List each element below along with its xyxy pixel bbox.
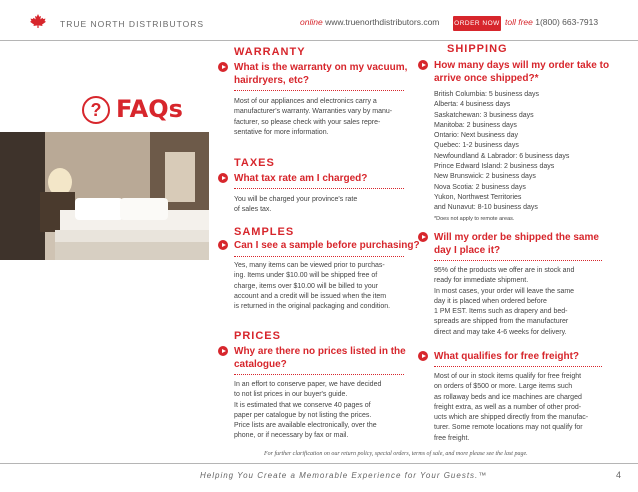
faq-title: FAQs (116, 95, 183, 123)
answer-line: ready for immediate shipment. (434, 277, 529, 285)
list-item: Newfoundland & Labrador: 6 business days (434, 152, 570, 160)
answer-line: Yes, many items can be viewed prior to purchas- (234, 262, 385, 269)
answer-line: of sales tax. (234, 206, 272, 214)
faq-question-mark-icon: ? (82, 96, 110, 124)
arrow-bullet-icon (418, 232, 428, 242)
answer-line: free freight. (434, 434, 470, 442)
answer-line: direct and may take 4-6 weeks for delivery. (434, 328, 567, 336)
same-day-question-line1: Will my order be shipped the same (434, 232, 599, 243)
dotted-divider (234, 90, 404, 91)
answer-line: paper per catalogue by not listing the prices. (234, 411, 372, 419)
answer-line: freight extra, as well as a number of other prod- (434, 403, 582, 411)
tollfree-label: toll free (505, 17, 533, 27)
answer-line: turer. Some remote locations may not qualify for (434, 424, 583, 432)
clarification-note: For further clarification on our return policy, special orders, terms of sale, and more please see the last page. (264, 451, 528, 457)
phone-number[interactable]: 1(800) 663-7913 (535, 17, 599, 27)
answer-line: spreads are shipped from the manufacturer (434, 318, 569, 326)
same-day-question-line2: day I place it? (434, 245, 501, 256)
free-freight-answer (434, 372, 624, 444)
answer-line: is returned in the original packaging and condition. (234, 303, 391, 311)
prices-question[interactable] (218, 345, 406, 371)
list-item: Prince Edward Island: 2 business days (434, 163, 555, 171)
warranty-answer (234, 97, 410, 138)
footer-tagline: Helping You Create a Memorable Experience for Your Guests.™ (200, 471, 488, 480)
answer-line: account and a credit will be issued when the item (234, 292, 387, 300)
answer-line: It is estimated that we conserve 40 pages of (234, 401, 371, 409)
header-bar (0, 0, 638, 40)
warranty-question[interactable] (218, 61, 407, 87)
taxes-heading: TAXES (234, 157, 275, 169)
prices-heading: PRICES (234, 330, 281, 342)
answer-line: Price lists are available electronically, over the (234, 422, 377, 430)
taxes-question[interactable] (218, 172, 367, 185)
order-now-button[interactable]: ORDER NOW (453, 16, 501, 31)
samples-answer (234, 261, 414, 312)
free-freight-question[interactable] (418, 350, 579, 363)
answer-line: 1 PM EST. Items such as drapery and bed- (434, 308, 568, 316)
arrow-bullet-icon (218, 346, 228, 356)
warranty-heading: WARRANTY (234, 46, 306, 58)
answer-line: Most of our appliances and electronics carry a (234, 98, 377, 105)
answer-line: 95% of the products we offer are in stock and (434, 267, 575, 274)
arrow-bullet-icon (218, 173, 228, 183)
dotted-divider (234, 374, 404, 375)
arrow-bullet-icon (418, 60, 428, 70)
prices-question-line2: catalogue? (234, 359, 287, 370)
dotted-divider (434, 260, 602, 261)
samples-question[interactable] (218, 239, 420, 252)
warranty-question-line1: What is the warranty on my vacuum, (234, 62, 408, 73)
shipping-footnote: *Does not apply to remote areas. (434, 215, 515, 222)
dotted-divider (234, 188, 404, 189)
answer-line: In an effort to conserve paper, we have decided (234, 381, 382, 388)
answer-line: manufacturer's warranty. Warranties vary by manu- (234, 108, 393, 116)
arrow-bullet-icon (418, 351, 428, 361)
maple-leaf-icon (30, 14, 46, 28)
list-item: Nova Scotia: 2 business days (434, 183, 526, 191)
hotel-bed-photo (0, 132, 209, 260)
list-item: New Brunswick: 2 business days (434, 173, 536, 181)
arrow-bullet-icon (218, 62, 228, 72)
footer-divider (0, 463, 638, 464)
list-item: Yukon, Northwest Territories (434, 193, 522, 201)
list-item: Ontario: Next business day (434, 132, 519, 140)
answer-line: ucts which are shipped directly from the manufac- (434, 414, 589, 422)
list-item: and Nunavut: 8-10 business days (434, 204, 538, 212)
prices-answer (234, 380, 410, 442)
answer-line: on orders of $500 or more. Large items such (434, 383, 573, 391)
taxes-question-line1: What tax rate am I charged? (234, 173, 368, 184)
shipping-question[interactable] (418, 59, 609, 85)
answer-line: to not list prices in our buyer's guide. (234, 391, 348, 399)
page-number: 4 (616, 470, 622, 480)
answer-line: Most of our in stock items qualify for free freight (434, 373, 582, 380)
answer-line: You will be charged your province's rate (234, 196, 358, 203)
answer-line: facturer, so please check with your sales repre- (234, 118, 381, 126)
list-item: Quebec: 1-2 business days (434, 142, 519, 150)
online-label: online (300, 17, 323, 27)
shipping-question-line1: How many days will my order take to (434, 60, 610, 71)
answer-line: charge, items over $10.00 will be billed to your (234, 282, 378, 290)
answer-line: ing. Items under $10.00 will be shipped free of (234, 272, 378, 280)
answer-line: as rollaway beds and ice machines are charged (434, 393, 582, 401)
tollfree-info (505, 17, 598, 27)
answer-line: day it is placed when ordered before (434, 297, 547, 305)
taxes-answer (234, 195, 410, 216)
shipping-heading: SHIPPING (447, 43, 508, 55)
list-item: Alberta: 4 business days (434, 101, 511, 109)
list-item: Saskatchewan: 3 business days (434, 111, 534, 119)
dotted-divider (434, 366, 602, 367)
website-info (300, 17, 439, 27)
header-divider (0, 40, 638, 41)
list-item: British Columbia: 5 business days (434, 91, 540, 98)
samples-question-line1: Can I see a sample before purchasing? (234, 240, 420, 251)
dotted-divider (234, 256, 404, 257)
list-item: Manitoba: 2 business days (434, 121, 517, 129)
answer-line: phone, or if necessary by fax or mail. (234, 432, 349, 440)
warranty-question-line2: hairdryers, etc? (234, 75, 310, 86)
prices-question-line1: Why are there no prices listed in the (234, 346, 406, 357)
same-day-question[interactable] (418, 231, 599, 257)
shipping-question-line2: arrive once shipped?* (434, 73, 539, 84)
answer-line: sentative for more information. (234, 128, 329, 136)
arrow-bullet-icon (218, 240, 228, 250)
same-day-answer (434, 266, 620, 338)
answer-line: In most cases, your order will leave the same (434, 287, 575, 295)
samples-heading: SAMPLES (234, 226, 295, 238)
website-url[interactable]: www.truenorthdistributors.com (325, 17, 440, 27)
brand-name: TRUE NORTH DISTRIBUTORS (60, 19, 205, 29)
shipping-times-list (434, 90, 624, 224)
free-freight-question-line1: What qualifies for free freight? (434, 351, 580, 362)
